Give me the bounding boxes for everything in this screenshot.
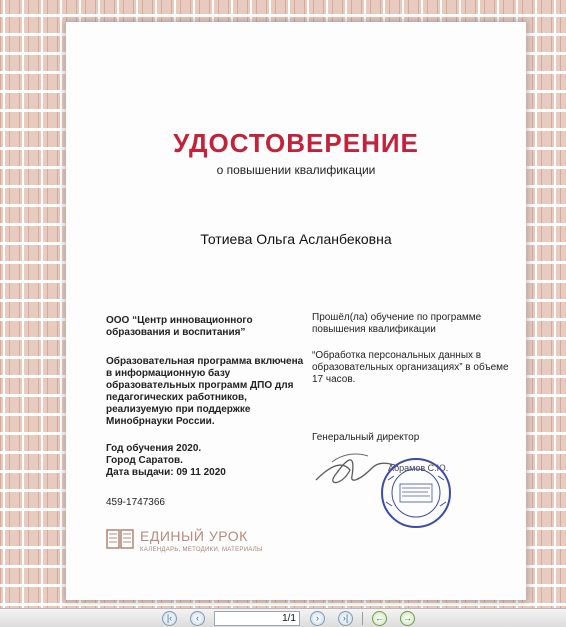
prev-page-button[interactable]: ‹ [190, 611, 205, 626]
stamp-icon [378, 456, 454, 530]
issuer-block [106, 315, 306, 509]
certificate-page [66, 22, 526, 600]
forward-button[interactable]: → [400, 611, 415, 626]
certificate-number: 459-1747366 [106, 497, 165, 508]
book-icon [106, 528, 134, 552]
city: Город Саратов. [106, 455, 183, 466]
edinyi-urok-logo [106, 528, 306, 564]
signature-name: Абрамов С.Ю. [388, 463, 449, 473]
director-label: Генеральный директор [312, 432, 420, 443]
course-text: “Обработка персональных данных в образовательных организациях” в объеме 17 часов. [312, 350, 509, 385]
organization-name: ООО “Центр инновационного образования и воспитания” [106, 315, 253, 338]
recipient-name: Тотиева Ольга Асланбековна [200, 231, 392, 247]
course-block [312, 312, 512, 386]
logo-tagline: КАЛЕНДАРЬ, МЕТОДИКИ, МАТЕРИАЛЫ [140, 547, 263, 553]
viewer-toolbar [0, 608, 566, 627]
next-page-button[interactable]: › [310, 611, 325, 626]
last-page-button[interactable]: ›| [338, 611, 353, 626]
logo-name: ЕДИНЫЙ УРОК [140, 528, 248, 544]
first-page-button[interactable]: |‹ [162, 611, 177, 626]
study-year: Год обучения 2020. [106, 443, 202, 454]
page-indicator[interactable]: 1/1 [214, 611, 300, 626]
certificate-subtitle: о повышении квалификации [216, 163, 376, 177]
program-note: Образовательная программа включена в информационную базу образовательных программ ДПО для педагогических работников, реализуемую при поддержке Минобрнауки России. [106, 356, 304, 427]
certificate-title: УДОСТОВЕРЕНИЕ [173, 128, 419, 158]
issue-info [106, 443, 306, 479]
toolbar-divider [362, 612, 363, 625]
back-button[interactable]: ← [372, 611, 387, 626]
completed-text: Прошёл(ла) обучение по программе повышения квалификации [312, 312, 482, 335]
issue-date: Дата выдачи: 09 11 2020 [106, 467, 226, 478]
